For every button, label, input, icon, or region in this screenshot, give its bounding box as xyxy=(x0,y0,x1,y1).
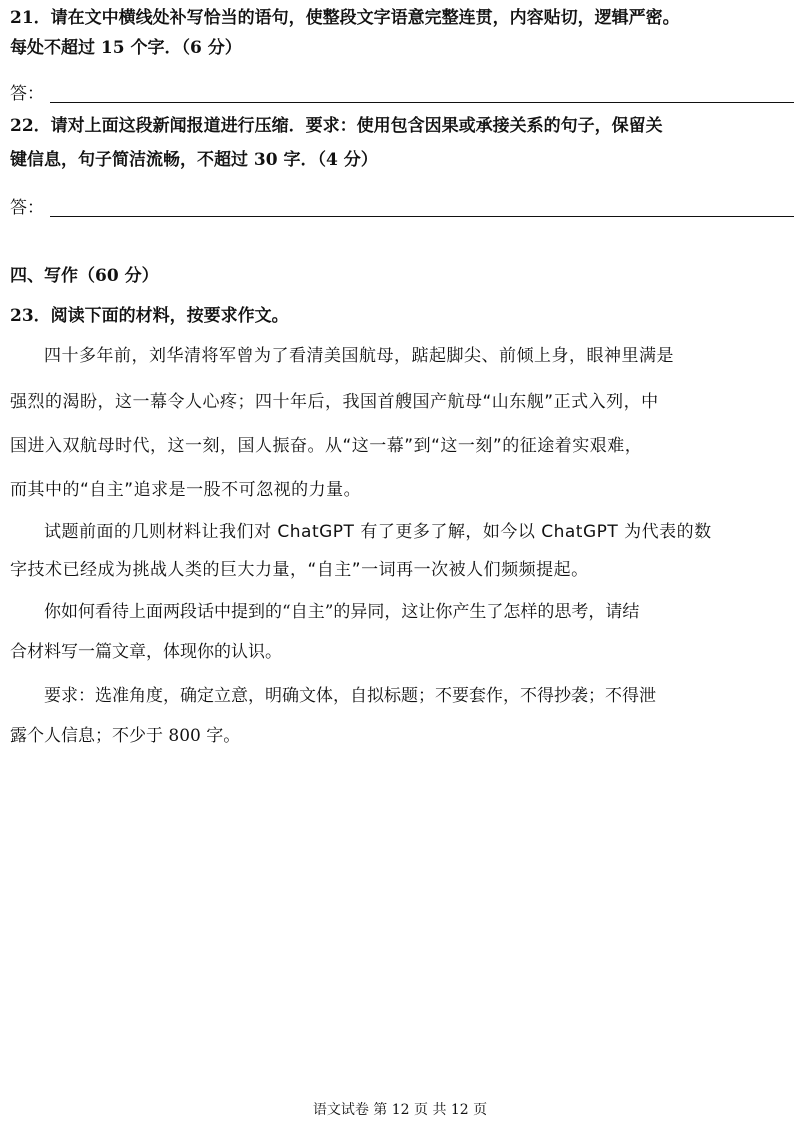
q22-answer-line[interactable] xyxy=(50,216,794,217)
material-p2-line2: 字技术已经成为挑战人类的巨大力量，“自主”一词再一次被人们频频提起。 xyxy=(10,560,589,580)
q22-line2: 键信息，句子简洁流畅，不超过 30 字．（4 分） xyxy=(10,150,378,170)
section-title-writing: 四、写作（60 分） xyxy=(10,266,159,286)
q21-answer-label: 答： xyxy=(10,84,44,104)
q22-answer-row[interactable] xyxy=(10,196,794,220)
requirements-line1: 要求：选准角度，确定立意，明确文体，自拟标题；不要套作，不得抄袭；不得泄 xyxy=(44,686,656,706)
material-p1-line2: 强烈的渴盼，这一幕令人心疼；四十年后，我国首艘国产航母“山东舰”正式入列，中 xyxy=(10,392,659,412)
q22-answer-label: 答： xyxy=(10,198,44,218)
q22-line1: 22．请对上面这段新闻报道进行压缩．要求：使用包含因果或承接关系的句子，保留关 xyxy=(10,116,663,136)
prompt-line1: 你如何看待上面两段话中提到的“自主”的异同，这让你产生了怎样的思考，请结 xyxy=(44,602,640,622)
q23-title: 23．阅读下面的材料，按要求作文。 xyxy=(10,306,289,326)
q21-line2: 每处不超过 15 个字．（6 分） xyxy=(10,38,242,58)
q21-answer-row[interactable] xyxy=(10,82,794,106)
material-p1-line3: 国进入双航母时代，这一刻，国人振奋。从“这一幕”到“这一刻”的征途着实艰难， xyxy=(10,436,643,456)
q21-answer-line[interactable] xyxy=(50,102,794,103)
material-p1-line1: 四十多年前，刘华清将军曾为了看清美国航母，踮起脚尖、前倾上身，眼神里满是 xyxy=(44,346,674,366)
prompt-line2: 合材料写一篇文章，体现你的认识。 xyxy=(10,642,282,662)
requirements-line2: 露个人信息；不少于 800 字。 xyxy=(10,726,241,746)
q21-line1: 21．请在文中横线处补写恰当的语句，使整段文字语意完整连贯，内容贴切，逻辑严密。 xyxy=(10,8,680,28)
material-p1-line4: 而其中的“自主”追求是一股不可忽视的力量。 xyxy=(10,480,362,500)
page-footer: 语文试卷 第 12 页 共 12 页 xyxy=(312,1102,488,1118)
material-p2-line1: 试题前面的几则材料让我们对 ChatGPT 有了更多了解，如今以 ChatGPT 为代表的数 xyxy=(44,522,712,542)
